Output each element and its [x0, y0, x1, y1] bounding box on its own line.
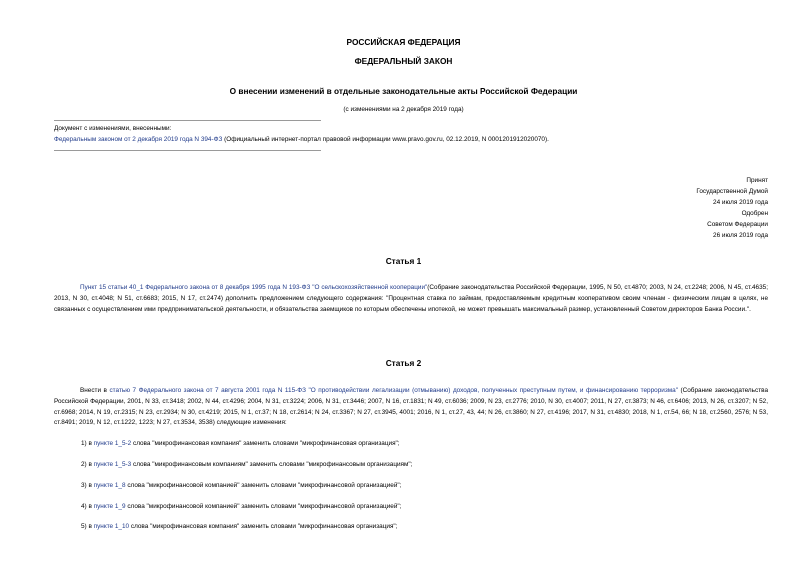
article-2-text — [54, 386, 768, 429]
article-1-heading: Статья 1 — [385, 256, 422, 266]
article-2-link[interactable]: статью 7 Федерального закона от 7 августа 2001 года N 115-ФЗ "О противодействии легализации (отмыванию) доходов, полученных преступным путем, и финансированию терроризма" — [109, 387, 678, 394]
article-1-link[interactable]: Пункт 15 статьи 40_1 Федерального закона от 8 декабря 1995 года N 193-ФЗ "О сельскохозяйственной кооперации" — [80, 284, 428, 291]
changes-source-text: (Официальный интернет-портал правовой информации www.pravo.gov.ru, 02.12.2019, N 0001201912020070). — [222, 136, 549, 143]
law-type-heading: ФЕДЕРАЛЬНЫЙ ЗАКОН — [354, 56, 453, 66]
adoption-line: Принят — [746, 177, 768, 184]
adoption-line: Одобрен — [741, 210, 768, 217]
item-link[interactable]: пункте 1_10 — [93, 523, 130, 530]
item-text: слова "микрофинансовая компания" заменить словами "микрофинансовая организация"; — [131, 440, 400, 447]
article-2-body: (Собрание законодательства Российской Федерации, 2001, N 33, ст.3418; 2002, N 44, ст.4296; 2004, N 31, ст.3224; 2006, N 31, ст.3446; 2007, N 16, ст.1831; N 49, ст.6036; 2009, N 23, ст.2776; 2010, N 30, ст.4007; 2011, N 27, ст.3873; N 46, ст.6406; 2013, N 26, ст.3207; N 52, ст.6968; 2014, N 19, ст.2315; N 23, ст.2934; N 30, ст.4219; 2015, N 1, ст.37; N 18, ст.2614; N 24, ст.3367; N 27, ст.3945, 4001; 2016, N 1, ст.27, 43, 44; N 26, ст.3860; N 27, ст.4196; 2017, N 31, ст.4830; 2018, N 1, ст.54, 66; N 18, ст.2560, 2576; N 53, ст.8491; 2019, N 12, ст.1222, 1223; N 27, ст.3534, 3538) следующие изменения: — [54, 387, 768, 427]
item-link[interactable]: пункте 1_5-3 — [93, 461, 132, 468]
item-number: 4) в — [81, 503, 94, 510]
item-text: слова "микрофинансовой компанией" заменить словами "микрофинансовой организацией"; — [125, 503, 402, 510]
article-2-prefix: Внести в — [80, 387, 110, 394]
changes-caption: Документ с изменениями, внесенными: — [54, 125, 172, 132]
article-1-text — [54, 283, 768, 315]
list-item — [81, 482, 401, 489]
adoption-line: 24 июля 2019 года — [713, 199, 768, 206]
list-item — [81, 503, 401, 510]
item-link[interactable]: пункте 1_9 — [93, 503, 126, 510]
article-2-heading: Статья 2 — [385, 358, 422, 368]
document-title: О внесении изменений в отдельные законодательные акты Российской Федерации — [229, 86, 578, 96]
item-text: слова "микрофинансовая компания" заменить словами "микрофинансовая организация"; — [129, 523, 398, 530]
adoption-block — [696, 175, 768, 241]
list-item — [81, 461, 412, 468]
item-text: слова "микрофинансовой компанией" заменить словами "микрофинансовой организацией"; — [125, 482, 402, 489]
changes-top-divider — [54, 120, 321, 121]
item-number: 2) в — [81, 461, 94, 468]
changes-bottom-divider — [54, 150, 321, 151]
changes-source — [54, 134, 774, 145]
item-link[interactable]: пункте 1_5-2 — [93, 440, 132, 447]
adoption-line: 26 июля 2019 года — [713, 232, 768, 239]
list-item — [81, 523, 397, 530]
article-1-body: (Собрание законодательства Российской Федерации, 1995, N 50, ст.4870; 2003, N 24, ст.2248; 2006, N 45, ст.4635; 2013, N 30, ст.4048; N 51, ст.6683; 2015, N 17, ст.2474) дополнить предложением следующего содержания: "Процентная ставка по займам, предоставляемым кредитным кооперативом своим членам - физическим лицам в целях, не связанных с осуществлением ими предпринимательской деятельности, и обязательства заемщиков по которым обеспечены ипотекой, не может превышать максимальный размер, установленный Советом директоров Банка России.". — [54, 284, 768, 313]
amending-law-link[interactable]: Федеральным законом от 2 декабря 2019 года N 394-ФЗ — [54, 136, 223, 143]
adoption-line: Советом Федерации — [707, 221, 768, 228]
country-heading: РОССИЙСКАЯ ФЕДЕРАЦИЯ — [346, 37, 461, 47]
revision-note: (с изменениями на 2 декабря 2019 года) — [343, 106, 464, 113]
item-link[interactable]: пункте 1_8 — [93, 482, 126, 489]
item-text: слова "микрофинансовым компаниям" заменить словами "микрофинансовым организациям"; — [131, 461, 413, 468]
adoption-line: Государственной Думой — [696, 188, 768, 195]
item-number: 1) в — [81, 440, 94, 447]
item-number: 5) в — [81, 523, 94, 530]
item-number: 3) в — [81, 482, 94, 489]
list-item — [81, 440, 400, 447]
